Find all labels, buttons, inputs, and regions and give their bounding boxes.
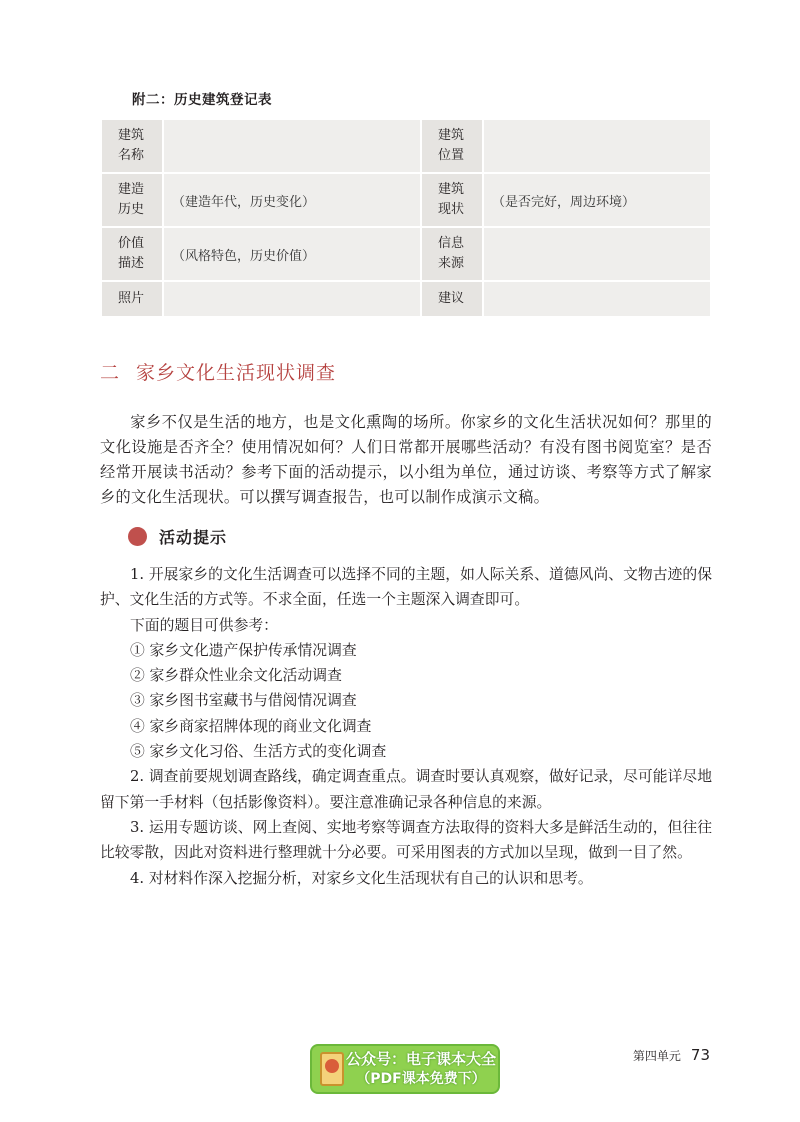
bullet-dot-icon: [128, 527, 147, 546]
watermark-line2: （PDF课本免费下）: [356, 1071, 486, 1087]
tip-paragraph: 3. 运用专题访谈、网上查阅、实地考察等调查方法取得的资料大多是鲜活生动的，但往往比较零散，因此对资料进行整理就十分必要。可采用图表的方式加以呈现，做到一目了然。: [100, 818, 712, 862]
appendix-title: 附二：历史建筑登记表: [132, 92, 272, 108]
list-item: ① 家乡文化遗产保护传承情况调查: [130, 641, 357, 659]
table-label-cell: 建议: [421, 281, 483, 317]
list-item: ③ 家乡图书室藏书与借阅情况调查: [130, 692, 357, 710]
table-label-cell: 价值描述: [101, 227, 163, 281]
table-row: [101, 173, 711, 227]
table-value-cell: （是否完好，周边环境）: [483, 173, 711, 227]
watermark-line1: 公众号：电子课本大全: [345, 1050, 496, 1068]
registration-table: [100, 118, 712, 318]
table-value-cell: [483, 281, 711, 317]
unit-label: 第四单元: [632, 1049, 681, 1063]
table-value-cell: （风格特色，历史价值）: [163, 227, 421, 281]
table-label-cell: 信息来源: [421, 227, 483, 281]
watermark-badge: [310, 1044, 500, 1094]
activity-tips: [100, 562, 712, 891]
activity-heading-text: 活动提示: [159, 527, 228, 547]
watermark-text: [344, 1049, 498, 1089]
list-item: ② 家乡群众性业余文化活动调查: [130, 667, 342, 685]
table-value-cell: [483, 119, 711, 173]
table-label-cell: 建造历史: [101, 173, 163, 227]
table-label-cell: 建筑名称: [101, 119, 163, 173]
section-number: 二: [100, 362, 121, 384]
table-value-cell: （建造年代，历史变化）: [163, 173, 421, 227]
list-item: ⑤ 家乡文化习俗、生活方式的变化调查: [130, 743, 387, 761]
page-number: 73: [690, 1046, 710, 1064]
list-item: ④ 家乡商家招牌体现的商业文化调查: [130, 717, 372, 735]
table-value-cell: [163, 281, 421, 317]
table-value-cell: [483, 227, 711, 281]
intro-paragraph: 家乡不仅是生活的地方，也是文化熏陶的场所。你家乡的文化生活状况如何？那里的文化设施是否齐全？使用情况如何？人们日常都开展哪些活动？有没有图书阅览室？是否经常开展读书活动？参考下面的活动提示，以小组为单位，通过访谈、考察等方式了解家乡的文化生活现状。可以撰写调查报告，也可以制作成演示文稿。: [100, 413, 712, 506]
table-label-cell: 建筑现状: [421, 173, 483, 227]
section-title-text: 家乡文化生活现状调查: [136, 362, 337, 384]
book-icon: [320, 1052, 344, 1086]
table-row: [101, 227, 711, 281]
table-label-cell: 照片: [101, 281, 163, 317]
table-row: [101, 119, 711, 173]
tip-paragraph: 下面的题目可供参考：: [130, 616, 278, 634]
table-value-cell: [163, 119, 421, 173]
section-title: [100, 358, 336, 385]
tip-paragraph: 1. 开展家乡的文化生活调查可以选择不同的主题，如人际关系、道德风尚、文物古迹的保护、文化生活的方式等。不求全面，任选一个主题深入调查即可。: [100, 566, 712, 609]
page-footer: [633, 1046, 710, 1064]
tip-paragraph: 4. 对材料作深入挖掘分析，对家乡文化生活现状有自己的认识和思考。: [130, 869, 593, 887]
table-label-cell: 建筑位置: [421, 119, 483, 173]
table-row: [101, 281, 711, 317]
activity-heading: [128, 524, 227, 548]
tip-paragraph: 2. 调查前要规划调查路线，确定调查重点。调查时要认真观察，做好记录，尽可能详尽地留下第一手材料（包括影像资料）。要注意准确记录各种信息的来源。: [100, 768, 712, 811]
